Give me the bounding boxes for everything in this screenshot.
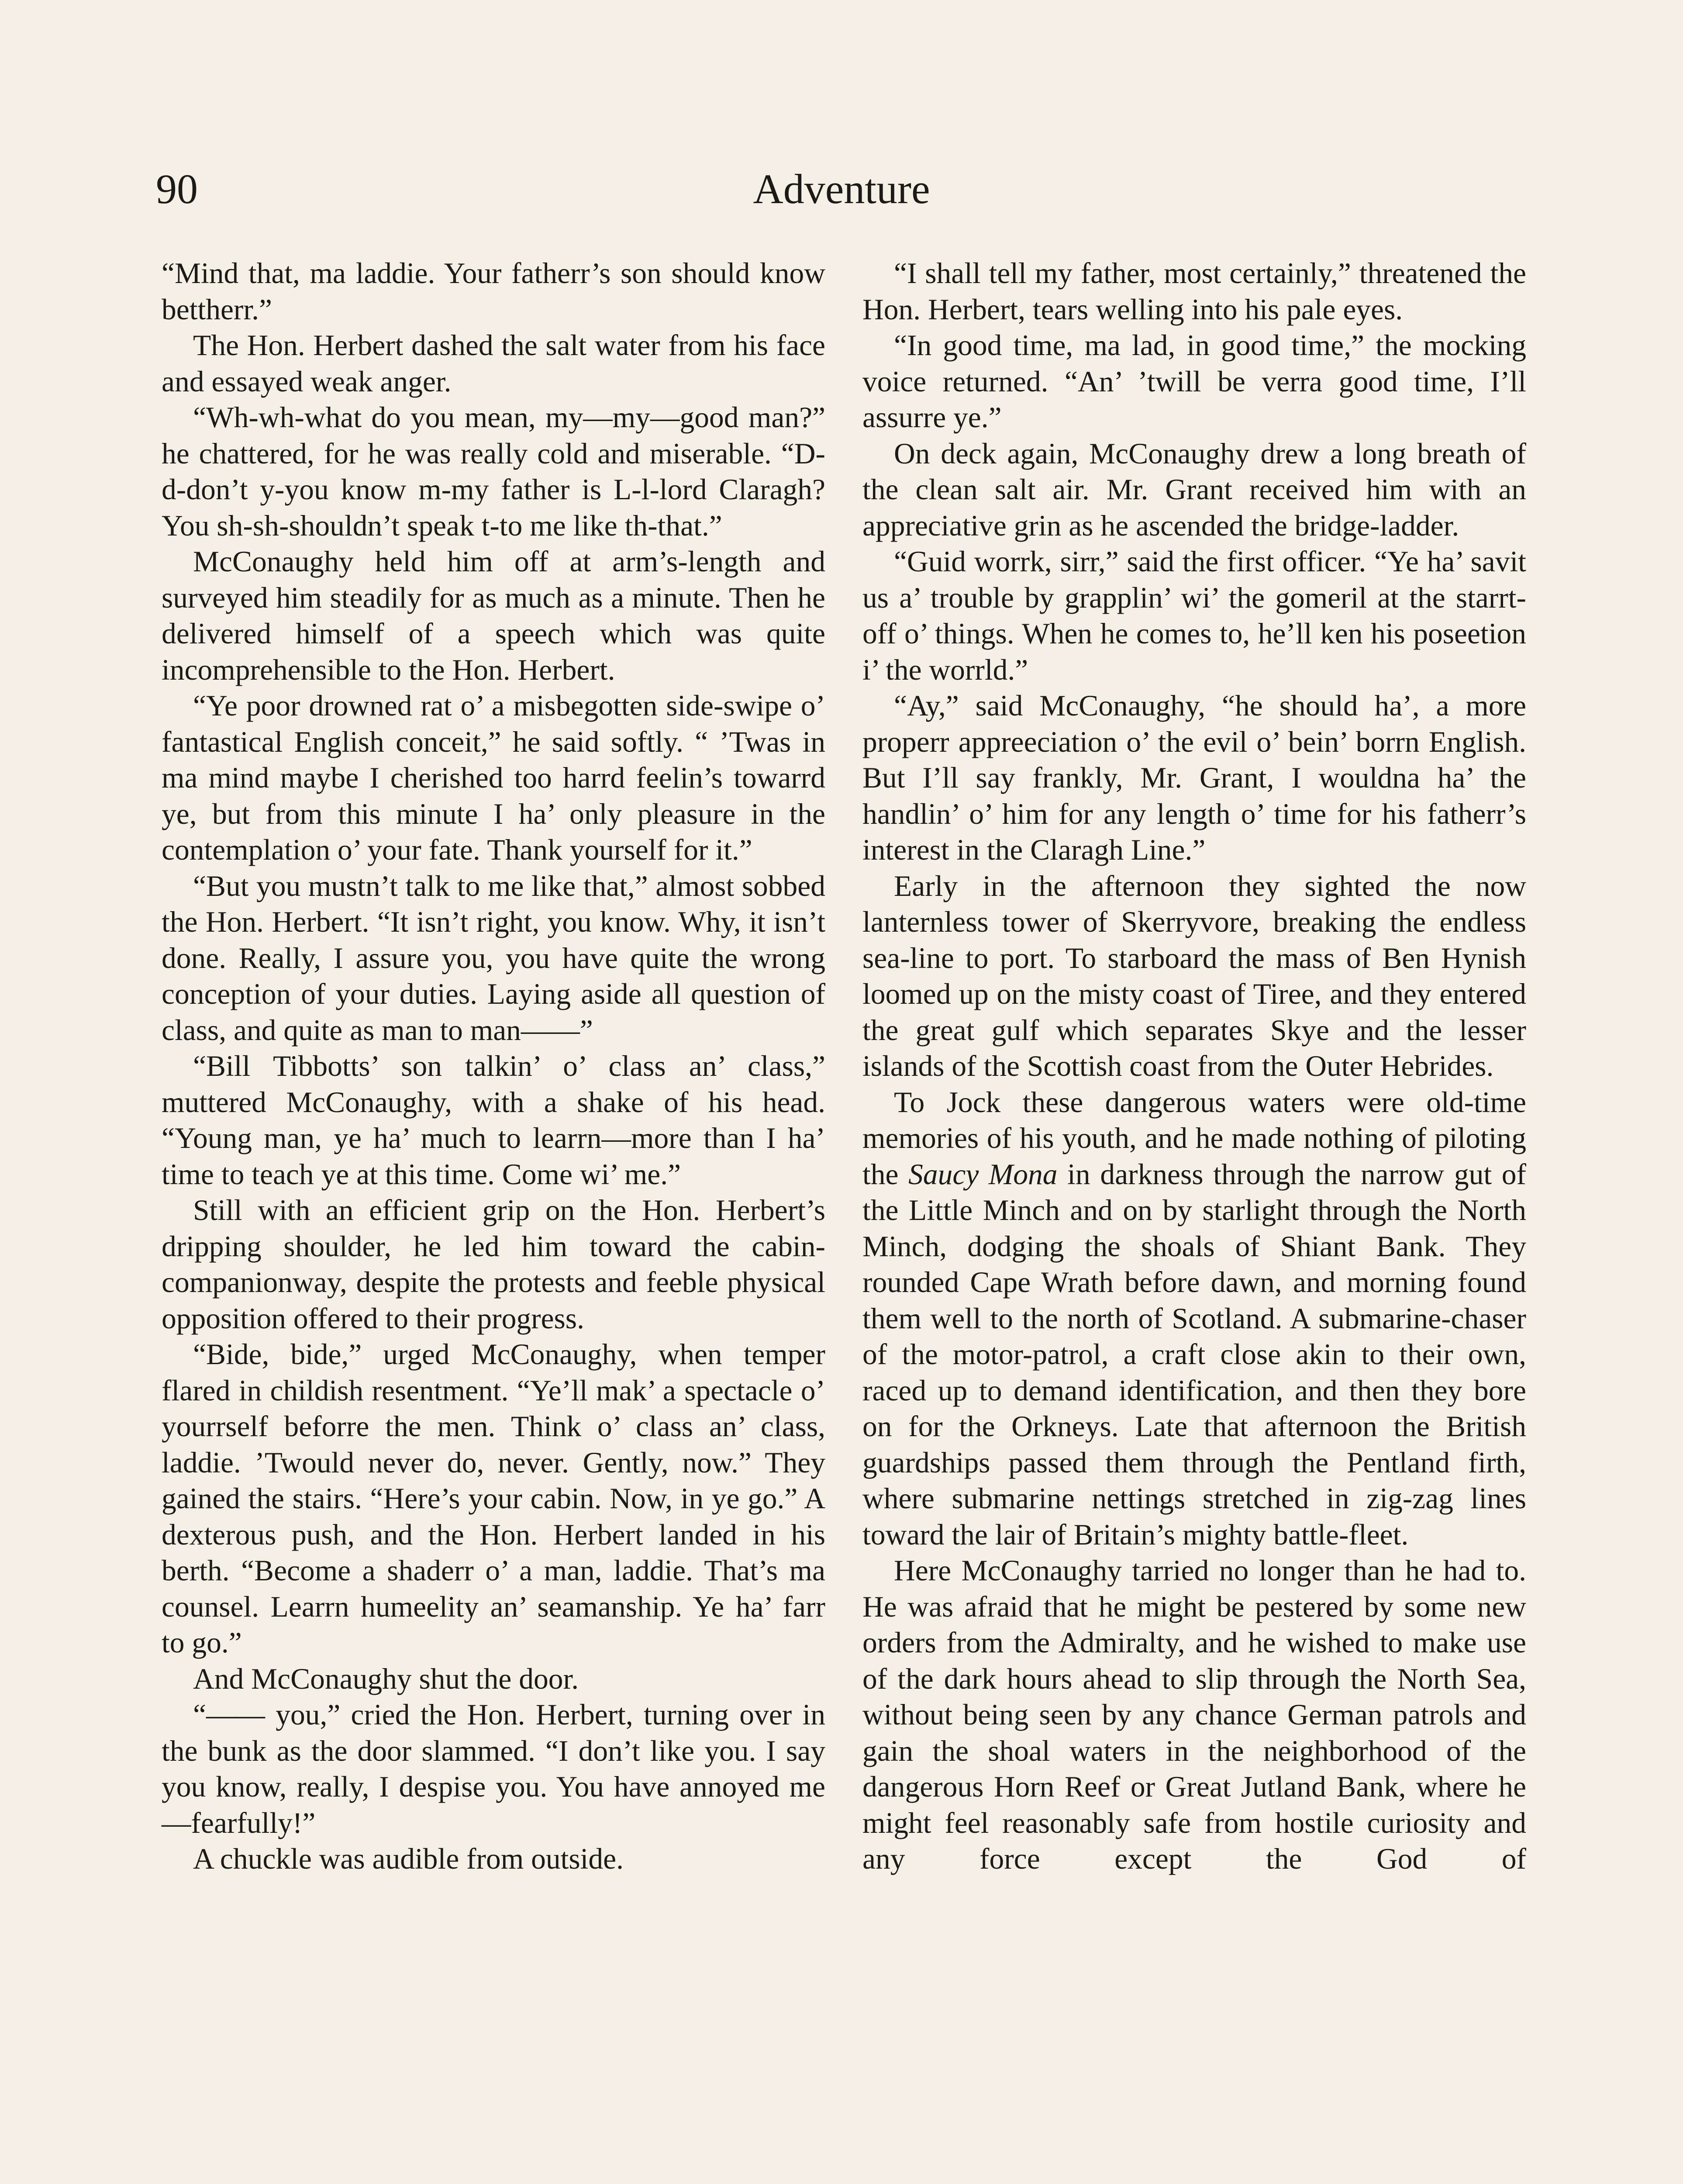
right-column (862, 256, 1526, 1877)
running-title: Adventure (753, 166, 930, 212)
paragraph: Here McConaughy tarried no longer than he had to. He was afraid that he might be pestered by some new orders from the Admiralty, and he wished to make use of the dark hours ahead to slip through the North Sea, without being seen by any chance German patrols and gain the shoal waters in the neighborhood of the dangerous Horn Reef or Great Jutland Bank, where he might feel reasonably safe from hostile curiosity and any force except the God of (862, 1554, 1526, 1875)
paragraph: The Hon. Herbert dashed the salt water from his face and essayed weak anger. (162, 329, 825, 398)
paragraph: “In good time, ma lad, in good time,” the mocking voice returned. “An’ ’twill be verra good time, I’ll assurre ye.” (862, 329, 1526, 434)
paragraph: Early in the afternoon they sighted the now lanternless tower of Skerryvore, breaking the endless sea-line to port. To starboard the mass of Ben Hynish loomed up on the misty coast of Tiree, and they entered the great gulf which separates Skye and the lesser islands of the Scottish coast from the Outer Hebrides. (862, 869, 1526, 1082)
paragraph: “Mind that, ma laddie. Your fatherr’s son should know bettherr.” (162, 257, 825, 326)
paragraph: “Ye poor drowned rat o’ a misbegotten side-swipe o’ fantastical English conceit,” he said softly. “ ’Twas in ma mind maybe I cherished too harrd feelin’s towarrd ye, but from this minute I ha’ only pleasure in the contemplation o’ your fate. Thank yourself for it.” (162, 689, 825, 866)
paragraph: On deck again, McConaughy drew a long breath of the clean salt air. Mr. Grant received him with an appreciative grin as he ascended the bridge-ladder. (862, 437, 1526, 542)
paragraph: “Bill Tibbotts’ son talkin’ o’ class an’ class,” muttered McConaughy, with a shake of his head. “Young man, ye ha’ much to learrn—more than I ha’ time to teach ye at this time. Come wi’ me.” (162, 1050, 825, 1191)
ship-name: Saucy Mona (908, 1158, 1058, 1191)
paragraph: “Guid worrk, sirr,” said the first officer. “Ye ha’ savit us a’ trouble by grapplin’ wi’ the gomeril at the starrt-off o’ things. When he comes to, he’ll ken his poseetion i’ the worrld.” (862, 545, 1526, 686)
paragraph: “Bide, bide,” urged McConaughy, when temper flared in childish resentment. “Ye’ll mak’ a spectacle o’ yourrself beforre the men. Think o’ class an’ class, laddie. ’Twould never do, never. Gently, now.” They gained the stairs. “Here’s your cabin. Now, in ye go.” A dexterous push, and the Hon. Herbert landed in his berth. “Become a shaderr o’ a man, laddie. That’s ma counsel. Learrn humeelity an’ seamanship. Ye ha’ farr to go.” (162, 1338, 825, 1659)
paragraph: “Ay,” said McConaughy, “he should ha’, a more properr appreeciation o’ the evil o’ bein’ borrn English. But I’ll say frankly, Mr. Grant, I wouldna ha’ the handlin’ o’ him for any length o’ time for his fatherr’s interest in the Claragh Line.” (862, 689, 1526, 866)
page-number: 90 (156, 166, 198, 212)
paragraph: “Wh-wh-what do you mean, my—my—good man?” he chattered, for he was really cold and miserable. “D-d-don’t y-you know m-my father is L-l-lord Claragh? You sh-sh-shouldn’t speak t-to me like th-that.” (162, 401, 825, 542)
paragraph: “I shall tell my father, most certainly,” threatened the Hon. Herbert, tears welling into his pale eyes. (862, 257, 1526, 326)
paragraph: And McConaughy shut the door. (193, 1662, 579, 1695)
paragraph: Still with an efficient grip on the Hon. Herbert’s dripping shoulder, he led him toward the cabin-companionway, despite the protests and feeble physical opposition offered to their progress. (162, 1194, 825, 1335)
left-column (162, 256, 825, 1877)
paragraph: A chuckle was audible from outside. (193, 1842, 624, 1875)
paragraph: “But you mustn’t talk to me like that,” almost sobbed the Hon. Herbert. “It isn’t right, you know. Why, it isn’t done. Really, I assure you, you have quite the wrong conception of your duties. Laying aside all question of class, and quite as man to man——” (162, 869, 825, 1047)
paragraph: “—— you,” cried the Hon. Herbert, turning over in the bunk as the door slammed. “I don’t like you. I say you know, really, I despise you. You have annoyed me—fearfully!” (162, 1698, 825, 1839)
paragraph: To Jock these dangerous waters were old-time memories of his youth, and he made nothing of piloting the Saucy Mona in darkness through the narrow gut of the Little Minch and on by starlight through the North Minch, dodging the shoals of Shiant Bank. They rounded Cape Wrath before dawn, and morning found them well to the north of Scotland. A submarine-chaser of the motor-patrol, a craft close akin to their own, raced up to demand identification, and then they bore on for the Orkneys. Late that afternoon the British guardships passed them through the Pentland firth, where submarine nettings stretched in zig-zag lines toward the lair of Britain’s mighty battle-fleet. (862, 1085, 1526, 1551)
paragraph: McConaughy held him off at arm’s-length and surveyed him steadily for as much as a minute. Then he delivered himself of a speech which was quite incomprehensible to the Hon. Herbert. (162, 545, 825, 686)
